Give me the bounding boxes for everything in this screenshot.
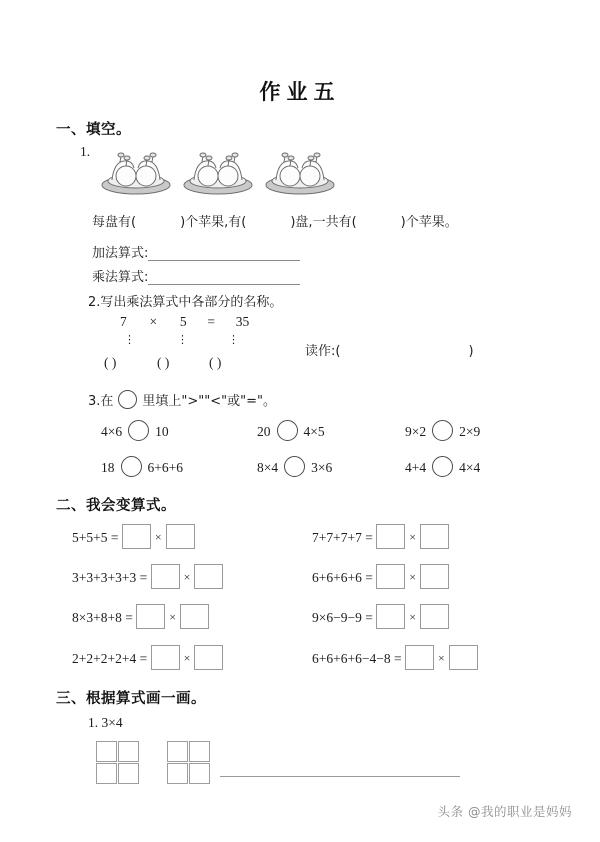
question-3-prompt [88,390,276,409]
s2-item-2-expr: 7+7+7+7 = [312,530,373,545]
s2-item-2-box-b[interactable] [420,524,449,549]
question-2-prompt [88,291,282,310]
s2-item-7-op: × [183,651,191,665]
square-cell [189,763,210,784]
page-title: 作业五 [259,79,341,104]
q1-part-2: )个苹果,有( [180,215,247,230]
q1-addition-row [92,242,300,261]
s2-item-7-box-b[interactable] [194,645,223,670]
q3-item-6-left: 4+4 [405,460,427,475]
s2-item-1-op: × [154,530,162,544]
square-row [167,741,210,762]
square-row [167,763,210,784]
square-row [96,741,139,762]
q2-name-blank-3[interactable]: ( ) [209,355,222,370]
q3-item-3 [405,420,480,441]
q3-item-2-left: 20 [257,424,271,439]
s2-item-1-box-b[interactable] [166,524,195,549]
q2-prompt-text: 写出乘法算式中各部分的名称。 [100,295,283,310]
s2-item-5 [72,604,209,629]
q3-item-5-circle[interactable] [284,456,305,477]
q1-multiplication-blank[interactable] [148,272,300,285]
apples-on-plates-illustration [96,150,336,198]
s2-item-8-box-b[interactable] [449,645,478,670]
s2-item-5-op: × [169,610,176,624]
s2-item-3 [72,564,223,589]
s2-item-1-box-a[interactable] [122,524,151,549]
q2-equals: = [207,314,215,329]
square-row [96,763,139,784]
s2-item-4-op: × [409,570,416,584]
s3-item-label [88,715,123,731]
s2-item-8-box-a[interactable] [405,645,434,670]
s2-item-3-op: × [183,570,191,584]
square-group-2 [167,741,210,784]
q3-item-6 [405,456,480,477]
q3-item-6-circle[interactable] [432,456,453,477]
q3-item-5-left: 8×4 [257,460,279,475]
q3-item-3-right: 2×9 [459,424,481,439]
s2-item-5-box-b[interactable] [180,604,209,629]
q3-prompt-circle-icon [118,390,137,409]
q2-read-as-row [305,340,474,359]
square-group-1 [96,741,139,784]
s2-item-6 [312,604,449,629]
q3-item-4-left: 18 [101,460,115,475]
section-heading-3: 三、根据算式画一画。 [56,691,206,707]
s2-item-3-box-a[interactable] [151,564,180,589]
question-1-sentence [92,211,458,230]
q2-name-blank-1[interactable]: ( ) [104,355,117,370]
s2-item-7-box-a[interactable] [151,645,180,670]
q3-item-1 [101,420,169,441]
q3-item-1-circle[interactable] [128,420,149,441]
q2-number: 2. [88,295,101,310]
q2-operator: × [149,314,158,329]
q3-item-3-left: 9×2 [405,424,427,439]
s2-item-6-op: × [409,610,416,624]
s2-item-2-op: × [409,530,416,544]
s2-item-4-box-b[interactable] [420,564,449,589]
q2-dot-marker-1: ⋮ [124,333,135,346]
square-cell [96,763,117,784]
s2-item-4-box-a[interactable] [376,564,405,589]
q3-item-4-right: 6+6+6 [147,460,183,475]
q1-addition-blank[interactable] [148,248,300,261]
section-heading-1: 一、填空。 [56,122,131,138]
q2-product: 35 [235,314,250,329]
square-cell [167,763,188,784]
q1-multiplication-row [92,266,300,285]
s2-item-1 [72,524,195,549]
s3-item-expression: 3×4 [101,715,123,730]
q3-item-4-circle[interactable] [121,456,142,477]
s2-item-8-expr: 6+6+6+6−4−8 = [312,651,402,666]
square-cell [189,741,210,762]
s2-item-2-box-a[interactable] [376,524,405,549]
plates-svg [96,150,336,198]
q2-factor-a: 7 [120,314,127,329]
question-1-number: 1. [80,144,91,159]
square-cell [167,741,188,762]
q3-item-1-left: 4×6 [101,424,123,439]
s2-item-7 [72,645,223,670]
q3-item-2-circle[interactable] [277,420,298,441]
q1-multiplication-label: 乘法算式: [92,270,149,285]
s2-item-2 [312,524,449,549]
q3-number: 3. [88,394,101,409]
square-cell [118,741,139,762]
q3-item-5-right: 3×6 [311,460,333,475]
watermark-text: 头条 @我的职业是妈妈 [437,804,572,819]
s3-drawing-area[interactable] [96,741,210,784]
s2-item-8 [312,645,478,670]
s3-answer-line[interactable] [220,776,460,777]
s2-item-5-expr: 8×3+8+8 = [72,610,133,625]
s2-item-7-expr: 2+2+2+2+4 = [72,651,148,666]
q2-dot-marker-2: ⋮ [177,333,188,346]
s2-item-6-box-a[interactable] [376,604,405,629]
q3-item-4 [101,456,183,477]
s2-item-5-box-a[interactable] [136,604,165,629]
q3-item-3-circle[interactable] [432,420,453,441]
q3-item-5 [257,456,332,477]
q1-part-3: )盘,一共有( [290,215,357,230]
q3-item-2-right: 4×5 [303,424,325,439]
q2-equation [120,314,249,330]
q2-name-blank-2[interactable]: ( ) [157,355,170,370]
q1-part-4: )个苹果。 [400,215,458,230]
s2-item-6-expr: 9×6−9−9 = [312,610,373,625]
s2-item-3-expr: 3+3+3+3+3 = [72,570,148,585]
q1-part-1: 每盘有( [92,215,137,230]
q3-prompt-pre: 在 [100,394,114,409]
s2-item-6-box-b[interactable] [420,604,449,629]
s2-item-4 [312,564,449,589]
section-heading-2: 二、我会变算式。 [56,498,176,514]
s2-item-3-box-b[interactable] [194,564,223,589]
q3-item-2 [257,420,325,441]
q3-item-6-right: 4×4 [459,460,481,475]
q2-read-as-close: ) [468,344,474,359]
q3-item-1-right: 10 [155,424,169,439]
q2-dot-marker-3: ⋮ [228,333,239,346]
s2-item-1-expr: 5+5+5 = [72,530,119,545]
s2-item-8-op: × [437,651,445,665]
q2-factor-b: 5 [179,314,187,329]
square-cell [96,741,117,762]
s3-item-number: 1. [88,715,99,730]
square-cell [118,763,139,784]
q1-addition-label: 加法算式: [92,246,149,261]
q2-read-as-label: 读作:( [305,344,341,359]
s2-item-4-expr: 6+6+6+6 = [312,570,373,585]
q3-prompt-post: 里填上">""<"或"="。 [142,394,276,409]
